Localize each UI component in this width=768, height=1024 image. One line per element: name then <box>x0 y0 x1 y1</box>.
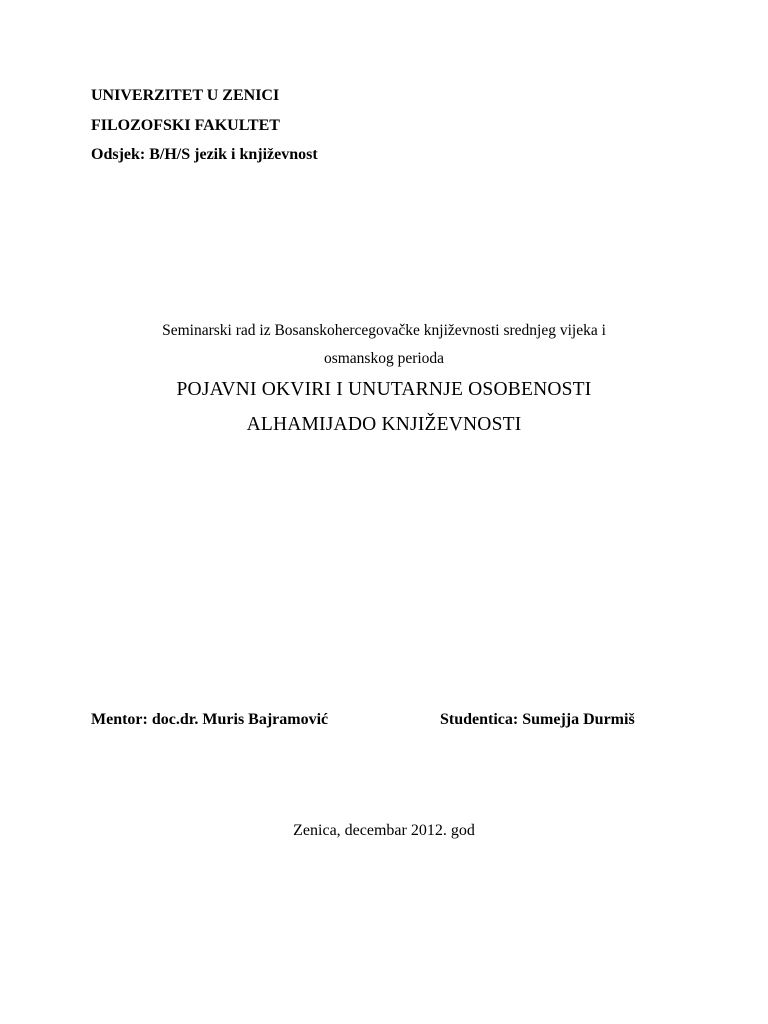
subtitle-line-1: Seminarski rad iz Bosanskohercegovačke književnosti srednjeg vijeka i <box>162 322 606 339</box>
mentor-signature: Mentor: doc.dr. Muris Bajramović <box>91 711 329 728</box>
university-name: UNIVERZITET U ZENICI <box>91 87 280 104</box>
subtitle-line-2: osmanskog perioda <box>323 350 445 367</box>
document-title-line-1: POJAVNI OKVIRI I UNUTARNJE OSOBENOSTI <box>176 379 592 400</box>
faculty-name: FILOZOFSKI FAKULTET <box>91 117 280 134</box>
department-name: Odsjek: B/H/S jezik i književnost <box>91 146 318 163</box>
document-title-line-2: ALHAMIJADO KNJIŽEVNOSTI <box>246 414 522 435</box>
place-and-date: Zenica, decembar 2012. god <box>293 822 475 839</box>
student-signature: Studentica: Sumejja Durmiš <box>440 711 635 728</box>
